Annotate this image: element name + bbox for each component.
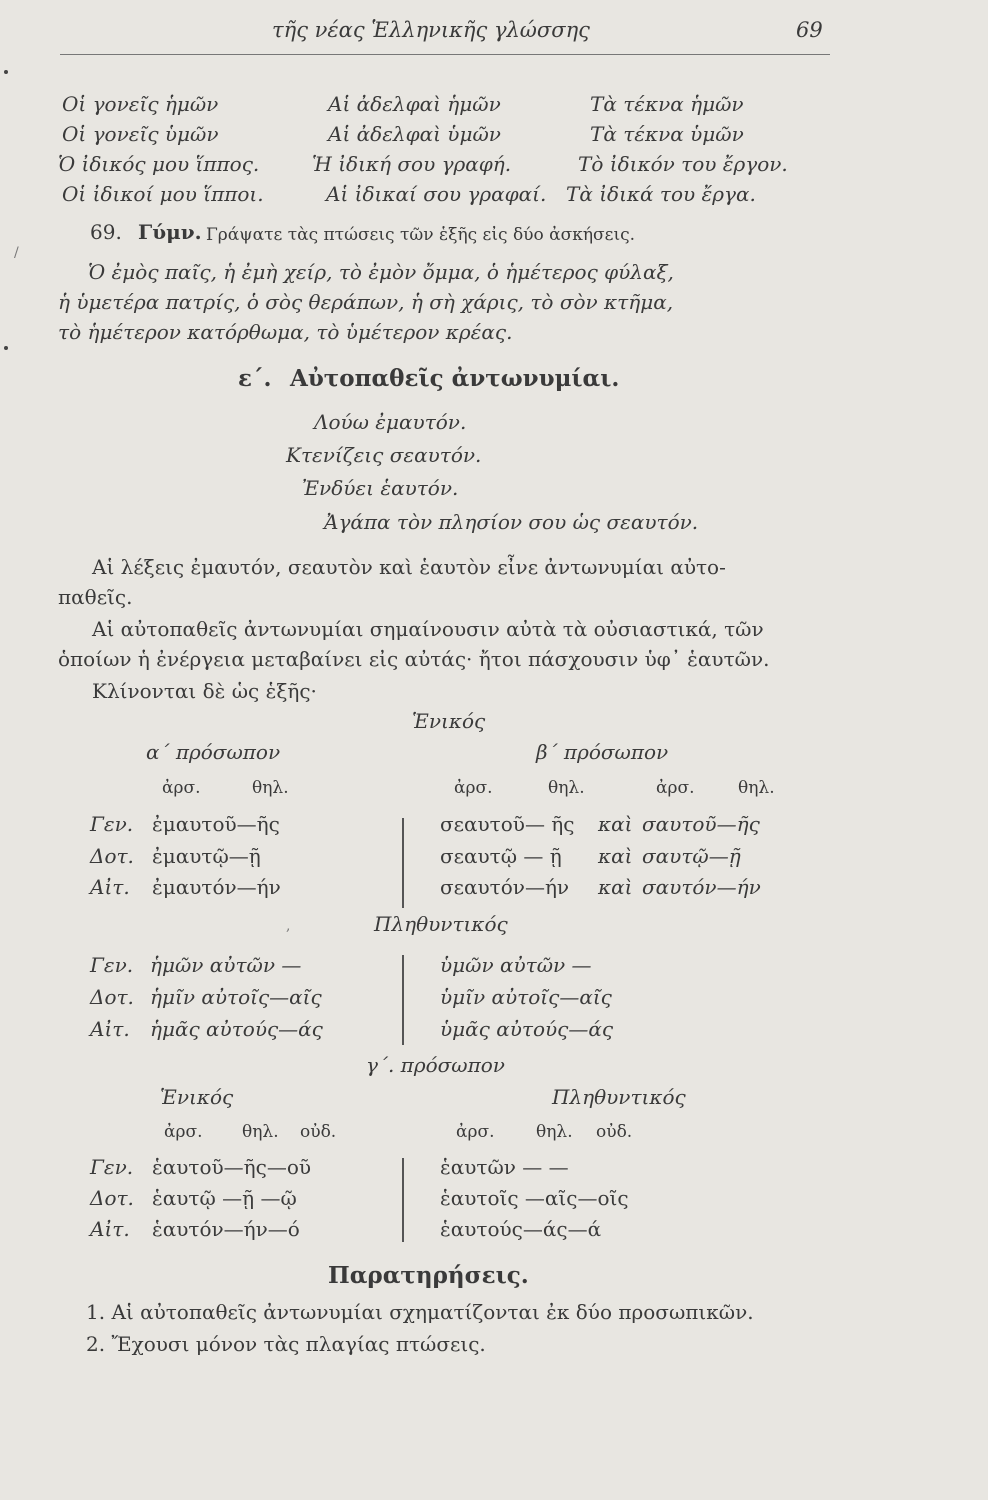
table1-second-person-heading: β΄ πρόσωπον [536,740,669,764]
section-letter: ε΄. [238,365,272,392]
exercise-line-1: Ὁ ἐμὸς παῖς, ἡ ἐμὴ χείρ, τὸ ἐμὸν ὄμμα, ὁ ἡμέτερος φύλαξ, [88,260,674,284]
possessive-row-3-col-3: Τὸ ἰδικόν του ἔργον. [578,152,788,176]
table1-second-pl-acc: ὑμᾶς αὐτούς—άς [440,1017,614,1041]
paragraph-1-line-1: Αἱ λέξεις ἐμαυτόν, σεαυτὸν καὶ ἑαυτὸν εἶνε ἀντωνυμίαι αὐτο- [92,555,726,579]
table1-first-sg-acc: ἐμαυτόν—ήν [152,875,281,899]
table1-col3-masc: ἀρσ. [656,778,695,798]
table1-second-alt-dat: σαυτῷ—ῇ [642,844,741,868]
table2-sg-masc: ἀρσ. [164,1122,203,1142]
exercise-label: Γύμν. [138,220,202,244]
paragraph-2-line-2: ὁποίων ἡ ἐνέργεια μεταβαίνει εἰς αὐτάς· ἤτοι πάσχουσιν ὑφ᾿ ἑαυτῶν. [58,647,770,671]
table1-col3-fem: θηλ. [738,778,775,798]
table2-pl-fem: θηλ. [536,1122,573,1142]
table2-case-acc: Αἰτ. [90,1217,130,1241]
possessive-row-2-col-3: Τὰ τέκνα ὑμῶν [590,122,744,146]
table1-pl-case-acc: Αἰτ. [90,1017,130,1041]
table2-plural-heading: Πληθυντικός [552,1085,686,1109]
table2-sg-acc: ἑαυτόν—ήν—ό [152,1217,300,1241]
table1-second-pl-gen: ὑμῶν αὐτῶν — [440,953,592,977]
table1-pl-case-dat: Δοτ. [90,985,134,1009]
exercise-instruction: Γράψατε τὰς πτώσεις τῶν ἑξῆς εἰς δύο ἀσκήσεις. [206,225,636,245]
observation-1: 1. Αἱ αὐτοπαθεῖς ἀντωνυμίαι σχηματίζονται ἐκ δύο προσωπικῶν. [86,1300,754,1324]
table1-divider-singular [402,818,404,908]
paragraph-2-line-1: Αἱ αὐτοπαθεῖς ἀντωνυμίαι σημαίνουσιν αὐτὰ τὰ οὐσιαστικά, τῶν [92,617,764,641]
table1-first-sg-gen: ἐμαυτοῦ—ῆς [152,812,280,836]
table1-case-acc: Αἰτ. [90,875,130,899]
table2-sg-dat: ἑαυτῷ —ῇ —ῷ [152,1186,297,1210]
table1-first-pl-dat: ἡμῖν αὐτοῖς—αῖς [150,985,322,1009]
possessive-row-1-col-2: Αἱ ἀδελφαὶ ἡμῶν [328,92,501,116]
exercise-number: 69. [90,220,122,244]
table1-singular-heading: Ἑνικός [412,709,486,733]
possessive-row-2-col-2: Αἱ ἀδελφαὶ ὑμῶν [328,122,501,146]
scan-speck [4,346,8,350]
header-rule [60,54,830,55]
table2-sg-gen: ἑαυτοῦ—ῆς—οῦ [152,1155,312,1179]
example-1: Λούω ἐμαυτόν. [314,410,467,434]
table2-sg-fem: θηλ. [242,1122,279,1142]
example-2: Κτενίζεις σεαυτόν. [286,443,482,467]
table1-kai-1: καὶ [598,812,633,836]
observations-title: Παρατηρήσεις. [328,1262,529,1289]
table1-second-sg-acc: σεαυτόν—ήν [440,875,570,899]
running-header-title: τῆς νέας Ἑλληνικῆς γλώσσης [272,18,590,42]
table1-kai-3: καὶ [598,875,633,899]
section-title: Αὐτοπαθεῖς ἀντωνυμίαι. [290,365,620,392]
possessive-row-2-col-1: Οἱ γονεῖς ὑμῶν [62,122,219,146]
observation-2: 2. Ἔχουσι μόνον τὰς πλαγίας πτώσεις. [86,1332,486,1356]
table2-divider [402,1158,404,1242]
exercise-line-3: τὸ ἡμέτερον κατόρθωμα, τὸ ὑμέτερον κρέας. [58,320,513,344]
table1-second-sg-dat: σεαυτῷ — ῇ [440,844,562,868]
table2-third-person-heading: γ΄. πρόσωπον [366,1053,505,1077]
table1-col1-masc: ἀρσ. [162,778,201,798]
table2-sg-neut: οὐδ. [300,1122,337,1142]
table1-col1-fem: θηλ. [252,778,289,798]
table1-divider-plural [402,955,404,1045]
paragraph-1-line-2: παθεῖς. [58,585,133,609]
possessive-row-4-col-3: Τὰ ἰδικά του ἔργα. [566,182,756,206]
example-4: Ἀγάπα τὸν πλησίον σου ὡς σεαυτόν. [324,510,699,534]
margin-mark: / [14,245,19,261]
scan-speck [4,70,8,74]
possessive-row-1-col-3: Τὰ τέκνα ἡμῶν [590,92,744,116]
possessive-row-1-col-1: Οἱ γονεῖς ἡμῶν [62,92,219,116]
table2-pl-masc: ἀρσ. [456,1122,495,1142]
table2-pl-neut: οὐδ. [596,1122,633,1142]
table1-col2-fem: θηλ. [548,778,585,798]
table2-singular-heading: Ἑνικός [160,1085,234,1109]
exercise-line-2: ἡ ὑμετέρα πατρίς, ὁ σὸς θεράπων, ἡ σὴ χάρις, τὸ σὸν κτῆμα, [58,290,674,314]
table1-case-gen: Γεν. [90,812,134,836]
possessive-row-3-col-1: Ὁ ἰδικός μου ἵππος. [58,152,260,176]
example-3: Ἐνδύει ἑαυτόν. [302,476,459,500]
table1-kai-2: καὶ [598,844,633,868]
table1-case-dat: Δοτ. [90,844,134,868]
table1-second-alt-gen: σαυτοῦ—ῆς [642,812,760,836]
table2-pl-dat: ἑαυτοῖς —αῖς—οῖς [440,1186,629,1210]
table1-first-person-heading: α΄ πρόσωπον [146,740,281,764]
table1-first-sg-dat: ἐμαυτῷ—ῇ [152,844,261,868]
table2-pl-acc: ἑαυτούς—άς—ά [440,1217,602,1241]
possessive-row-4-col-1: Οἱ ἰδικοί μου ἵπποι. [62,182,264,206]
table1-plural-heading: Πληθυντικός [374,912,508,936]
possessive-row-3-col-2: Ἡ ἰδική σου γραφή. [312,152,512,176]
margin-mark: , [286,918,291,934]
table2-case-dat: Δοτ. [90,1186,134,1210]
table1-second-sg-gen: σεαυτοῦ— ῆς [440,812,575,836]
table1-second-pl-dat: ὑμῖν αὐτοῖς—αῖς [440,985,612,1009]
possessive-row-4-col-2: Αἱ ἰδικαί σου γραφαί. [326,182,547,206]
table2-case-gen: Γεν. [90,1155,134,1179]
paragraph-3: Κλίνονται δὲ ὡς ἑξῆς· [92,679,317,703]
page-number: 69 [796,18,823,42]
table2-pl-gen: ἑαυτῶν — — [440,1155,569,1179]
table1-first-pl-gen: ἡμῶν αὐτῶν — [150,953,302,977]
table1-second-alt-acc: σαυτόν—ήν [642,875,761,899]
table1-pl-case-gen: Γεν. [90,953,134,977]
table1-first-pl-acc: ἡμᾶς αὐτούς—άς [150,1017,323,1041]
table1-col2-masc: ἀρσ. [454,778,493,798]
